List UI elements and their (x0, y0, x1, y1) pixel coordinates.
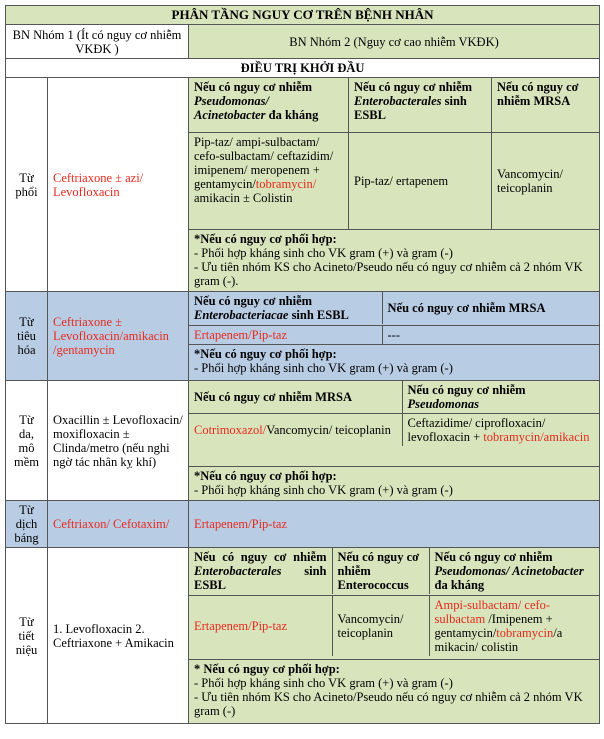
gi-group1-regimen: Ceftriaxone ± Levofloxacin/amikacin /gentamycin (48, 292, 189, 381)
urinary-regimen-enterococcus: Vancomycin/ teicoplanin (332, 596, 429, 656)
gi-regimen-esbl: Ertapenem/Pip-taz (189, 326, 382, 344)
gi-combined-risk: *Nếu có nguy cơ phối hợp: - Phối hợp kháng sinh cho VK gram (+) và gram (-) (189, 345, 600, 381)
skin-header-pseudomonas: Nếu có nguy cơ nhiễm Pseudomonas (402, 381, 599, 413)
gi-header-mrsa: Nếu có nguy cơ nhiễm MRSA (382, 292, 599, 324)
source-lung: Từ phổi (6, 78, 48, 292)
urinary-regimen-esbl: Ertapenem/Pip-taz (189, 596, 332, 656)
lung-combined-risk: *Nếu có nguy cơ phối hợp: - Phối hợp kháng sinh cho VK gram (+) và gram (-) - Ưu tiên nhóm KS cho Acineto/Pseudo nếu có nguy cơ nhiễm cả 2 nhóm VK gram (-). (189, 230, 600, 292)
urinary-group1-regimen: 1. Levofloxacin 2. Ceftriaxone + Amikacin (48, 548, 189, 724)
urinary-header-enterococcus: Nếu có nguy cơ nhiễm Enterococcus (332, 548, 429, 594)
source-urinary: Từ tiết niệu (6, 548, 48, 724)
lung-regimen-esbl: Pip-taz/ ertapenem (349, 133, 492, 230)
group-2-header: BN Nhóm 2 (Nguy cơ cao nhiễm VKĐK) (189, 25, 600, 59)
ascites-group1-regimen: Ceftriaxon/ Cefotaxim/ (48, 501, 189, 548)
initial-therapy-header: ĐIỀU TRỊ KHỞI ĐẦU (6, 59, 600, 78)
urinary-regimen-pseudomonas: Ampi-sulbactam/ cefo-sulbactam /Imipenem + gentamycin/tobramycin/a mikacin/ colistin (429, 596, 599, 656)
lung-header-pseudomonas: Nếu có nguy cơ nhiễm Pseudomonas/ Acinetobacter đa kháng (189, 78, 349, 133)
skin-header-mrsa: Nếu có nguy cơ nhiễm MRSA (189, 381, 402, 413)
gi-header-row (189, 292, 600, 326)
lung-group1-regimen: Ceftriaxone ± azi/ Levofloxacin (48, 78, 189, 292)
risk-stratification-table (5, 5, 600, 724)
lung-regimen-pseudomonas: Pip-taz/ ampi-sulbactam/ cefo-sulbactam/ ceftazidim/ imipenem/ meropenem + gentamycin/tobramycin/ amikacin ± Colistin (189, 133, 349, 230)
skin-regimen-pseudomonas: Ceftazidime/ ciprofloxacin/ levofloxacin + tobramycin/amikacin (402, 414, 599, 446)
skin-regimen-row (189, 414, 600, 467)
source-skin: Từ da, mô mềm (6, 381, 48, 501)
urinary-header-row (189, 548, 600, 596)
table-title: PHÂN TẦNG NGUY CƠ TRÊN BỆNH NHÂN (6, 6, 600, 25)
lung-regimen-mrsa: Vancomycin/ teicoplanin (492, 133, 600, 230)
urinary-header-pseudomonas: Nếu có nguy cơ nhiễm Pseudomonas/ Acinetobacter đa kháng (429, 548, 599, 594)
skin-header-row (189, 381, 600, 414)
skin-group1-regimen: Oxacillin ± Levofloxacin/ moxifloxacin ± Clinda/metro (nếu nghi ngờ tác nhân kỵ khí) (48, 381, 189, 501)
skin-combined-risk: *Nếu có nguy cơ phối hợp: - Phối hợp kháng sinh cho VK gram (+) và gram (-) (189, 467, 600, 501)
lung-header-esbl: Nếu có nguy cơ nhiễm Enterobacterales sinh ESBL (349, 78, 492, 133)
gi-header-esbl: Nếu có nguy cơ nhiễm Enterobacteriacae sinh ESBL (189, 292, 382, 324)
urinary-combined-risk: * Nếu có nguy cơ phối hợp: - Phối hợp kháng sinh cho VK gram (+) và gram (-) - Ưu tiên nhóm KS cho Acineto/Pseudo nếu có nguy cơ nhiễm cả 2 nhóm VK gram (-) (189, 660, 600, 724)
lung-header-mrsa: Nếu có nguy cơ nhiễm MRSA (492, 78, 600, 133)
skin-regimen-mrsa: Cotrimoxazol/Vancomycin/ teicoplanin (189, 414, 402, 446)
urinary-regimen-row (189, 596, 600, 660)
gi-regimen-row (189, 326, 600, 345)
ascites-group2-regimen: Ertapenem/Pip-taz (189, 501, 600, 548)
source-ascites: Từ dịch báng (6, 501, 48, 548)
gi-regimen-mrsa: --- (382, 326, 599, 344)
group-1-header: BN Nhóm 1 (Ít có nguy cơ nhiễm VKĐK ) (6, 25, 189, 59)
source-gi: Từ tiêu hóa (6, 292, 48, 381)
urinary-header-esbl: Nếu có nguy cơ nhiễm Enterobacterales sinh ESBL (189, 548, 332, 594)
